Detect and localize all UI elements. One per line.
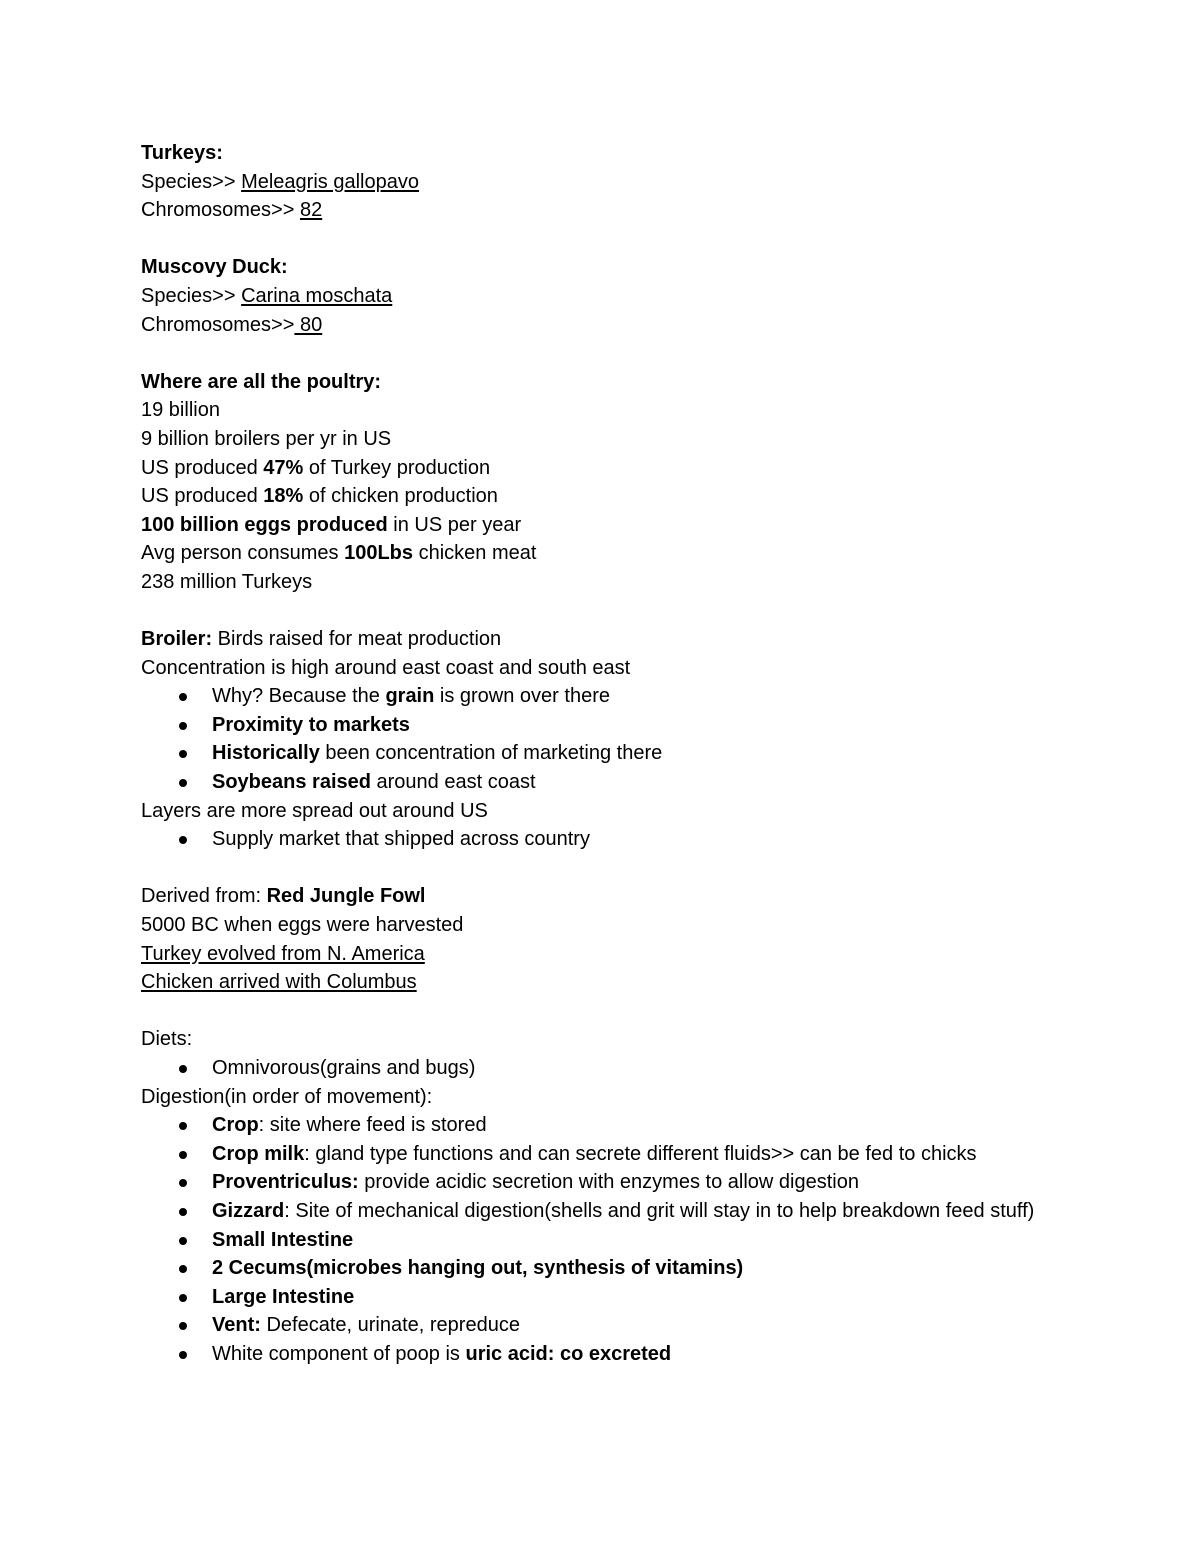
origin-line: 5000 BC when eggs were harvested	[141, 914, 464, 937]
poultry-line: US produced 18% of chicken production	[141, 485, 498, 508]
poultry-line: Avg person consumes 100Lbs chicken meat	[141, 542, 537, 565]
duck-chromosomes: Chromosomes>> 80	[141, 313, 323, 336]
document-body	[141, 139, 1141, 1369]
broiler-definition: Broiler: Birds raised for meat production	[141, 628, 502, 651]
digestion-list	[141, 1111, 1141, 1368]
origin-line: Chicken arrived with Columbus	[141, 971, 417, 994]
poultry-line: 9 billion broilers per yr in US	[141, 427, 392, 450]
list-item: Why? Because the grain is grown over there	[141, 682, 1141, 711]
list-item: Historically been concentration of marketing there	[141, 739, 1141, 768]
list-item: Crop milk: gland type functions and can secrete different fluids>> can be fed to chicks	[141, 1140, 1141, 1169]
list-item: Supply market that shipped across country	[141, 825, 1141, 854]
derived-from: Derived from: Red Jungle Fowl	[141, 885, 426, 908]
layers-list	[141, 825, 1141, 854]
poultry-line: 100 billion eggs produced in US per year	[141, 513, 522, 536]
diets-list	[141, 1054, 1141, 1083]
diets-heading: Diets:	[141, 1028, 193, 1051]
list-item: Soybeans raised around east coast	[141, 768, 1141, 797]
turkeys-heading: Turkeys:	[141, 142, 223, 164]
origin-line: Turkey evolved from N. America	[141, 942, 425, 965]
list-item: Omnivorous(grains and bugs)	[141, 1054, 1141, 1083]
duck-species: Species>> Carina moschata	[141, 284, 393, 307]
poultry-line: US produced 47% of Turkey production	[141, 456, 491, 479]
duck-heading: Muscovy Duck:	[141, 256, 288, 279]
list-item: Small Intestine	[141, 1226, 1141, 1255]
poultry-line: 19 billion	[141, 399, 220, 422]
list-item: Gizzard: Site of mechanical digestion(shells and grit will stay in to help breakdown feed stuff)	[141, 1197, 1141, 1226]
list-item: White component of poop is uric acid: co excreted	[141, 1340, 1141, 1369]
digestion-heading: Digestion(in order of movement):	[141, 1085, 433, 1108]
list-item: Proventriculus: provide acidic secretion with enzymes to allow digestion	[141, 1168, 1141, 1197]
list-item: Crop: site where feed is stored	[141, 1111, 1141, 1140]
poultry-line: 238 million Turkeys	[141, 570, 313, 593]
poultry-heading: Where are all the poultry:	[141, 370, 382, 393]
list-item: Large Intestine	[141, 1283, 1141, 1312]
list-item: Vent: Defecate, urinate, repreduce	[141, 1311, 1141, 1340]
turkeys-chromosomes: Chromosomes>> 82	[141, 199, 323, 222]
broiler-concentration: Concentration is high around east coast and south east	[141, 656, 631, 679]
turkeys-species: Species>> Meleagris gallopavo	[141, 170, 419, 193]
list-item: Proximity to markets	[141, 711, 1141, 740]
list-item: 2 Cecums(microbes hanging out, synthesis of vitamins)	[141, 1254, 1141, 1283]
broiler-reasons-list	[141, 682, 1141, 796]
layers-line: Layers are more spread out around US	[141, 799, 488, 822]
